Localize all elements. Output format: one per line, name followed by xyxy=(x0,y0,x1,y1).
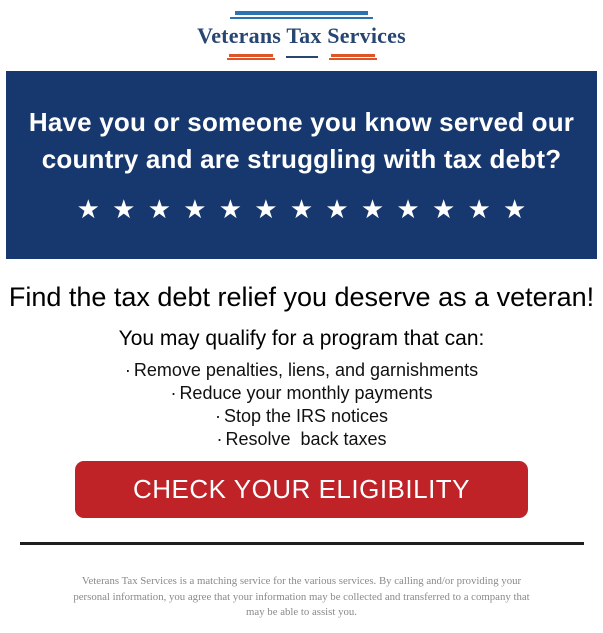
cta-section xyxy=(0,461,603,518)
bullet-dot: · xyxy=(124,360,131,380)
hero-banner xyxy=(6,71,597,259)
benefit-item xyxy=(0,405,603,428)
benefit-text: Stop the IRS notices xyxy=(223,406,389,426)
benefit-text: Reduce your monthly payments xyxy=(179,383,433,403)
footer-divider xyxy=(20,542,584,545)
benefits-list xyxy=(0,359,603,451)
stars-row-icon: ★ ★ ★ ★ ★ ★ ★ ★ ★ ★ ★ ★ ★ xyxy=(76,194,527,224)
main-title: Find the tax debt relief you deserve as a veteran! xyxy=(8,282,595,312)
hero-headline: Have you or someone you know served our country and are struggling with tax debt? xyxy=(28,107,575,174)
flag-stripes-top-icon xyxy=(197,11,406,19)
flag-stripes-bottom-icon xyxy=(197,54,406,60)
brand-logo[interactable] xyxy=(197,11,406,60)
bullet-dot: · xyxy=(170,383,177,403)
footer-disclaimer: Veterans Tax Services is a matching service for the various services. By calling and/or providing your personal information, you agree that your information may be collected and transferred to a company that may be able to assist you. xyxy=(73,575,530,618)
header xyxy=(0,0,603,62)
main-subtitle: You may qualify for a program that can: xyxy=(118,327,485,350)
benefit-text: Resolve back taxes xyxy=(225,429,387,449)
check-eligibility-button[interactable]: CHECK YOUR ELIGIBILITY xyxy=(75,461,528,518)
bullet-dot: · xyxy=(216,429,223,449)
main-content xyxy=(0,281,603,451)
benefit-text: Remove penalties, liens, and garnishments xyxy=(133,360,479,380)
brand-name: Veterans Tax Services xyxy=(197,23,406,48)
benefit-item xyxy=(0,359,603,382)
bullet-dot: · xyxy=(214,406,221,426)
benefit-item xyxy=(0,382,603,405)
benefit-item xyxy=(0,428,603,451)
